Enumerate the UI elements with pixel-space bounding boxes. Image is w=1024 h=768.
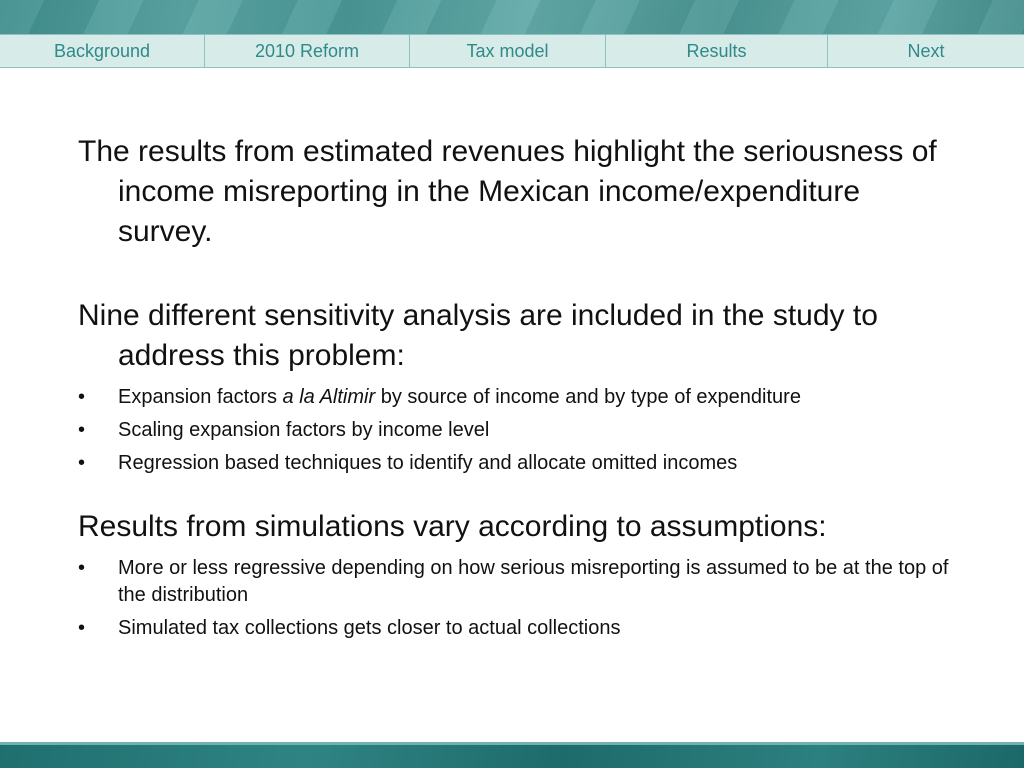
sensitivity-bullet-list <box>78 384 958 477</box>
list-item <box>78 417 958 444</box>
paragraph-sensitivity-analysis: Nine different sensitivity analysis are included in the study to address this problem: <box>78 299 878 372</box>
bullet-glyph: • <box>78 617 86 639</box>
nav-tab-2010-reform[interactable]: 2010 Reform <box>205 35 410 67</box>
bullet-text: Regression based techniques to identify and allocate omitted incomes <box>118 452 738 474</box>
nav-tab-background[interactable]: Background <box>0 35 205 67</box>
paragraph-simulation-results: Results from simulations vary according to assumptions: <box>78 510 827 543</box>
list-item <box>78 555 958 609</box>
bullet-text: Scaling expansion factors by income level <box>118 419 490 441</box>
slide-content <box>78 132 958 648</box>
bullet-text-suffix: by source of income and by type of expenditure <box>375 386 801 408</box>
list-item <box>78 615 958 642</box>
nav-tab-tax-model[interactable]: Tax model <box>410 35 606 67</box>
paragraph-misreporting: The results from estimated revenues highlight the seriousness of income misreporting in the Mexican income/expenditure survey. <box>78 135 937 248</box>
results-bullet-list <box>78 555 958 642</box>
bullet-text-prefix: Expansion factors <box>118 386 283 408</box>
bullet-glyph: • <box>78 557 86 579</box>
bullet-text: Simulated tax collections gets closer to actual collections <box>118 617 621 639</box>
bullet-glyph: • <box>78 419 86 441</box>
bullet-text: More or less regressive depending on how serious misreporting is assumed to be at the top of the distribution <box>118 557 949 606</box>
list-item <box>78 450 958 477</box>
bullet-glyph: • <box>78 452 86 474</box>
nav-tab-results[interactable]: Results <box>606 35 828 67</box>
list-item <box>78 384 958 411</box>
header-decorative-band <box>0 0 1024 34</box>
bullet-text-emphasis: a la Altimir <box>282 386 376 408</box>
navigation-bar <box>0 34 1024 68</box>
footer-decorative-band <box>0 742 1024 768</box>
bullet-glyph: • <box>78 386 86 408</box>
nav-tab-next[interactable]: Next <box>907 40 945 61</box>
